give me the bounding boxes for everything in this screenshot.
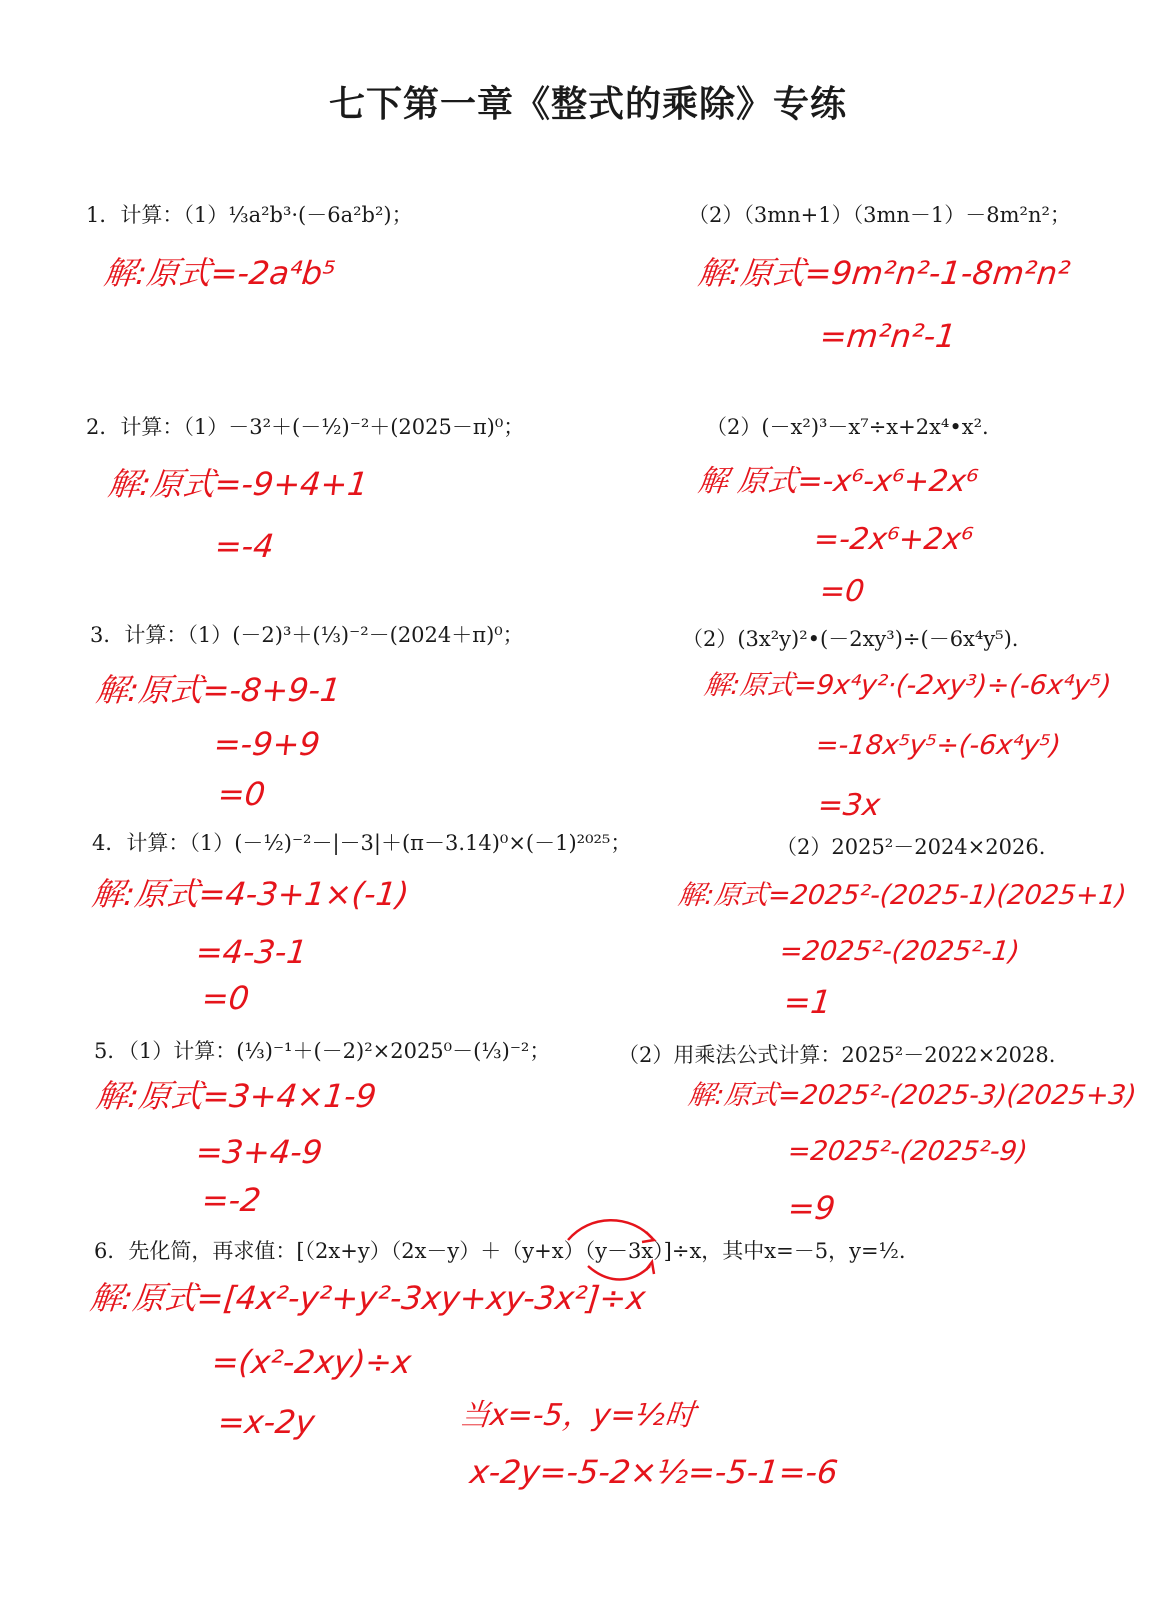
solution-4-1-line-3: =0 xyxy=(200,979,252,1017)
solution-4-1-line-1: 解:原式=4-3+1×(-1) xyxy=(90,875,411,913)
problem-2-part-1: 2．计算：（1）－3²＋(－½)⁻²＋(2025－π)⁰； xyxy=(86,415,525,439)
solution-2-2-line-1: 解 原式=-x⁶-x⁶+2x⁶ xyxy=(696,464,980,499)
solution-2-2-line-3: =0 xyxy=(818,574,867,609)
problem-1-part-1: 1．计算：（1）⅓a²b³·(－6a²b²)； xyxy=(86,203,413,227)
problem-5-part-2: （2）用乘法公式计算：2025²－2022×2028. xyxy=(618,1043,1056,1067)
solution-1-2-line-2: =m²n²-1 xyxy=(818,317,958,355)
arrow-bottom-head xyxy=(646,1262,654,1274)
solution-6-line-3: =x-2y xyxy=(216,1403,317,1441)
arrow-bottom xyxy=(588,1266,650,1280)
arrow-top-head xyxy=(642,1232,654,1242)
substitution-line-1: 当x=-5，y=½时 xyxy=(458,1398,697,1433)
arrow-top xyxy=(568,1220,652,1240)
problem-3-part-2: （2）(3x²y)²•(－2xy³)÷(－6x⁴y⁵). xyxy=(682,627,1019,651)
solution-3-1-line-2: =-9+9 xyxy=(212,725,322,763)
page-title: 七下第一章《整式的乘除》专练 xyxy=(328,84,847,125)
solution-2-2-line-2: =-2x⁶+2x⁶ xyxy=(812,522,975,557)
problem-1-part-2: （2）（3mn+1）（3mn－1）－8m²n²； xyxy=(688,203,1071,227)
solution-4-1-line-2: =4-3-1 xyxy=(194,933,309,971)
solution-2-1-line-2: =-4 xyxy=(213,527,276,565)
problem-4-part-2: （2）2025²－2024×2026. xyxy=(776,835,1046,859)
solution-1-2-line-1: 解:原式=9m²n²-1-8m²n² xyxy=(696,254,1072,292)
substitution-line-2: x-2y=-5-2×½=-5-1=-6 xyxy=(468,1453,840,1491)
problem-3-part-1: 3．计算：（1）(－2)³＋(⅓)⁻²－(2024＋π)⁰； xyxy=(90,623,524,647)
solution-5-1-line-2: =3+4-9 xyxy=(194,1133,325,1171)
solution-4-2-line-1: 解:原式=2025²-(2025-1)(2025+1) xyxy=(676,880,1128,911)
problem-4-part-1: 4．计算：（1）(－½)⁻²－|－3|＋(π－3.14)⁰×(－1)²⁰²⁵； xyxy=(92,831,632,855)
solution-6-line-2: =(x²-2xy)÷x xyxy=(210,1343,414,1381)
problem-2-part-2: （2）(－x²)³－x⁷÷x+2x⁴•x². xyxy=(706,415,989,439)
solution-5-1-line-1: 解:原式=3+4×1-9 xyxy=(94,1077,379,1115)
problem-5-part-1: 5．（1）计算：(⅓)⁻¹＋(－2)²×2025⁰－(⅓)⁻²； xyxy=(94,1039,551,1063)
solution-1-1-line-1: 解:原式=-2a⁴b⁵ xyxy=(102,254,338,292)
solution-4-2-line-2: =2025²-(2025²-1) xyxy=(778,936,1022,967)
solution-3-2-line-2: =-18x⁵y⁵÷(-6x⁴y⁵) xyxy=(814,730,1063,761)
solution-6-line-1: 解:原式=[4x²-y²+y²-3xy+xy-3x²]÷x xyxy=(88,1279,648,1317)
solution-4-2-line-3: =1 xyxy=(782,983,834,1021)
solution-5-2-line-2: =2025²-(2025²-9) xyxy=(786,1136,1030,1167)
solution-2-1-line-1: 解:原式=-9+4+1 xyxy=(106,465,370,503)
solution-3-2-line-3: =3x xyxy=(816,788,882,823)
problem-6-question: 6．先化简，再求值：[（2x+y）（2x－y）＋（y+x）（y－3x）]÷x，其中x=－5，y=½. xyxy=(94,1239,906,1263)
solution-3-2-line-1: 解:原式=9x⁴y²·(-2xy³)÷(-6x⁴y⁵) xyxy=(702,670,1113,701)
solution-5-2-line-3: =9 xyxy=(786,1189,838,1227)
solution-3-1-line-1: 解:原式=-8+9-1 xyxy=(94,671,343,709)
solution-5-2-line-1: 解:原式=2025²-(2025-3)(2025+3) xyxy=(686,1080,1138,1111)
solution-5-1-line-3: =-2 xyxy=(200,1181,263,1219)
solution-3-1-line-3: =0 xyxy=(216,775,268,813)
